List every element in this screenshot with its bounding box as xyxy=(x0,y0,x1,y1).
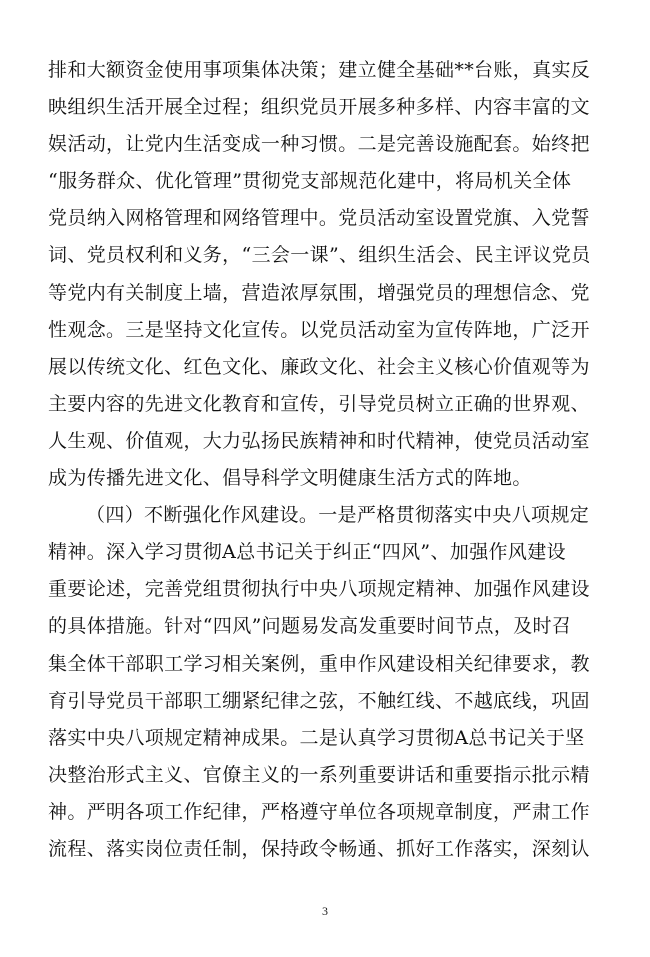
text-line: 育引导党员干部职工绷紧纪律之弦，不触红线、不越底线，巩固 xyxy=(48,689,590,712)
text-line: 精神。深入学习贯彻A总书记关于纠正“四风”、加强作风建设 xyxy=(48,541,566,564)
text-line: 映组织生活开展全过程；组织党员开展多种多样、内容丰富的文 xyxy=(48,96,590,119)
text-line: 排和大额资金使用事项集体决策；建立健全基础**台账，真实反 xyxy=(48,59,591,81)
text-line: 的具体措施。针对“四风”问题易发高发重要时间节点，及时召 xyxy=(48,615,572,638)
text-line: 重要论述，完善党组贯彻执行中央八项规定精神、加强作风建设 xyxy=(48,578,590,601)
text-line: 神。严明各项工作纪律，严格遵守单位各项规章制度，严肃工作 xyxy=(48,800,590,823)
page-number: 3 xyxy=(322,904,328,918)
text-line: 人生观、价值观，大力弘扬民族精神和时代精神，使党员活动室 xyxy=(48,429,590,452)
text-line: 流程、落实岗位责任制，保持政令畅通、抓好工作落实，深刻认 xyxy=(48,837,590,860)
text-line: 展以传统文化、红色文化、廉政文化、社会主义核心价值观等为 xyxy=(48,355,590,378)
text-line: 集全体干部职工学习相关案例，重申作风建设相关纪律要求，教 xyxy=(48,652,590,675)
text-line: 性观念。三是坚持文化宣传。以党员活动室为宣传阵地，广泛开 xyxy=(48,318,590,341)
text-line: 成为传播先进文化、倡导科学文明健康生活方式的阵地。 xyxy=(48,467,532,490)
text-line: 决整治形式主义、官僚主义的一系列重要讲话和重要指示批示精 xyxy=(48,763,590,786)
text-line: 等党内有关制度上墙，营造浓厚氛围，增强党员的理想信念、党 xyxy=(48,281,590,304)
text-line: 词、党员权利和义务，“三会一课”、组织生活会、民主评议党员 xyxy=(48,244,591,267)
section-heading-line: （四）不断强化作风建设。一是严格贯彻落实中央八项规定 xyxy=(86,504,590,527)
text-line: 娱活动，让党内生活变成一种习惯。二是完善设施配套。始终把 xyxy=(48,133,590,156)
text-line: 主要内容的先进文化教育和宣传，引导党员树立正确的世界观、 xyxy=(48,392,590,415)
text-line: 落实中央八项规定精神成果。二是认真学习贯彻A总书记关于坚 xyxy=(48,726,585,749)
body-text xyxy=(48,52,608,868)
text-line: 党员纳入网格管理和网络管理中。党员活动室设置党旗、入党誓 xyxy=(48,207,590,230)
text-line: “服务群众、优化管理”贯彻党支部规范化建中，将局机关全体 xyxy=(48,170,572,193)
